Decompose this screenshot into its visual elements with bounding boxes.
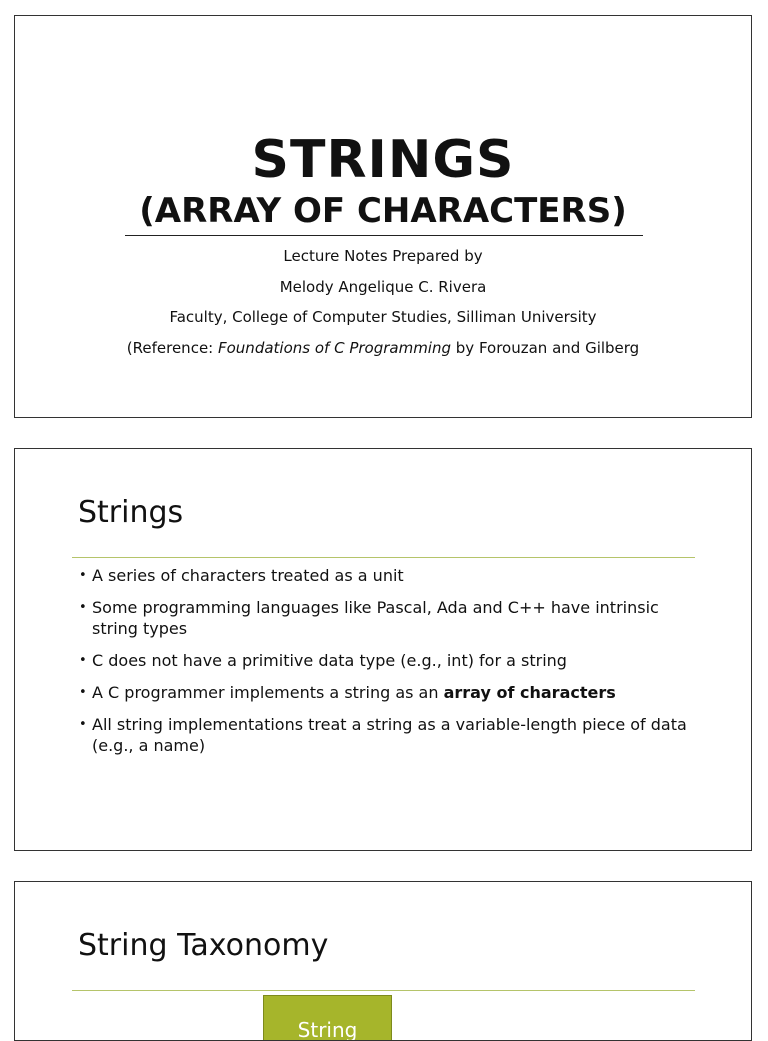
title-slide — [14, 15, 752, 418]
bullet-dot-icon: • — [79, 600, 87, 615]
bullet-item — [79, 597, 699, 639]
bullet-text: C does not have a primitive data type (e.g., int) for a string — [92, 651, 567, 670]
reference-suffix: by Forouzan and Gilberg — [451, 339, 640, 357]
slide-subtitle: (ARRAY OF CHARACTERS) — [139, 191, 627, 231]
reference-line — [15, 338, 751, 358]
bullet-dot-icon: • — [79, 653, 87, 668]
strings-slide — [14, 448, 752, 851]
bullet-text: A series of characters treated as a unit — [92, 566, 404, 585]
bullet-item — [79, 682, 699, 703]
heading-divider — [72, 990, 695, 991]
bullet-item — [79, 565, 699, 586]
bullet-item — [79, 650, 699, 671]
bullet-list — [79, 565, 699, 767]
slide-heading: String Taxonomy — [78, 928, 329, 963]
bullet-text: A C programmer implements a string as an — [92, 683, 444, 702]
bullet-text: All string implementations treat a string as a variable-length piece of data (e.g., a name) — [92, 715, 687, 755]
taxonomy-slide — [14, 881, 752, 1041]
bullet-dot-icon: • — [79, 717, 87, 732]
taxonomy-root-box — [263, 995, 392, 1041]
heading-divider — [72, 557, 695, 558]
reference-book-title: Foundations of C Programming — [218, 339, 452, 357]
slide-heading: Strings — [78, 495, 184, 530]
prepared-by-line: Lecture Notes Prepared by — [283, 247, 483, 265]
bullet-text: Some programming languages like Pascal, Ada and C++ have intrinsic string types — [92, 598, 659, 638]
slide-title: STRINGS — [251, 130, 515, 190]
bullet-item — [79, 714, 699, 756]
title-divider — [125, 235, 643, 236]
author-name: Melody Angelique C. Rivera — [279, 278, 487, 296]
reference-prefix: (Reference: — [126, 339, 218, 357]
bullet-dot-icon: • — [79, 685, 87, 700]
bullet-dot-icon: • — [79, 568, 87, 583]
taxonomy-box-label: String — [297, 1018, 358, 1041]
bullet-emphasis: array of characters — [443, 683, 616, 702]
author-affiliation: Faculty, College of Computer Studies, Silliman University — [169, 308, 597, 326]
